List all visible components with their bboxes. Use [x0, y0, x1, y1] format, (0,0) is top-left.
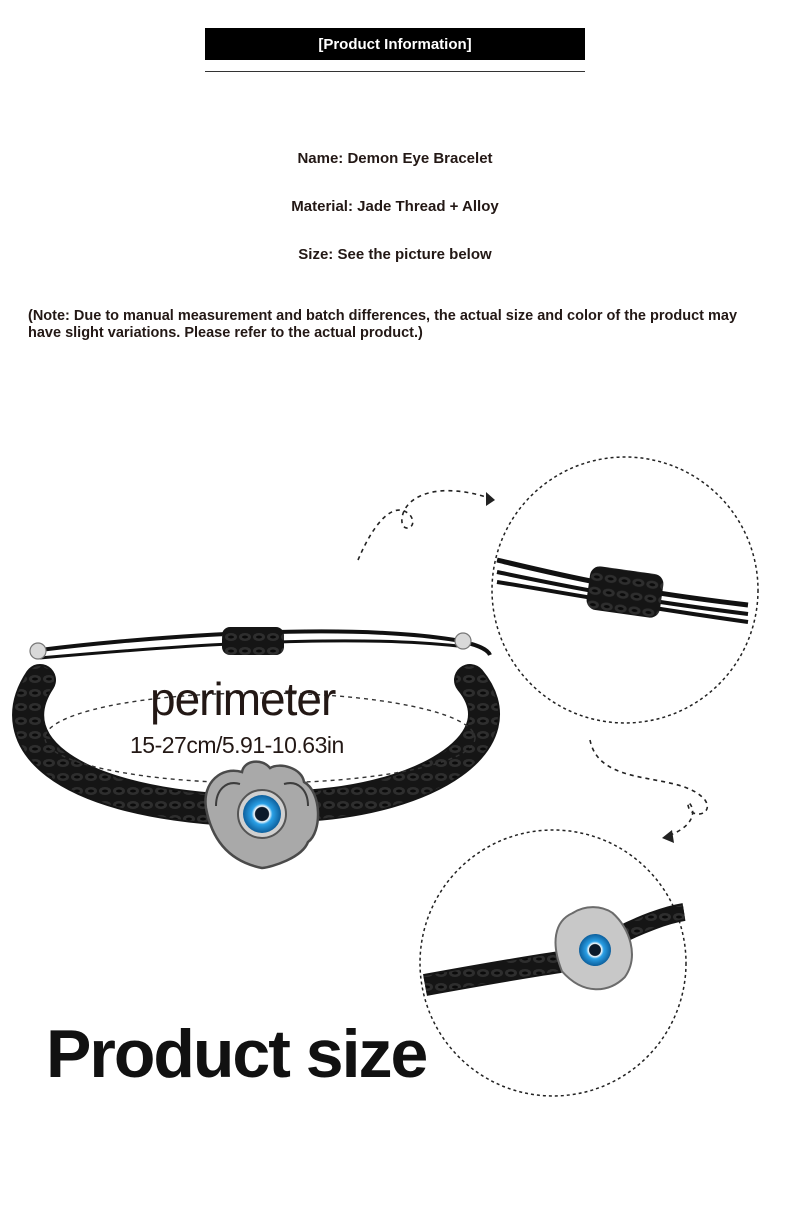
bracelet-illustration [0, 440, 790, 1100]
zoom-circle-knot [492, 457, 758, 723]
section-title: [Product Information] [318, 35, 472, 53]
product-material: Material: Jade Thread + Alloy [291, 198, 499, 215]
hamsa-charm [205, 762, 318, 868]
disclaimer-note: (Note: Due to manual measurement and batch differences, the actual size and color of the product may have slight variations. Please refer to the actual product.) [28, 308, 738, 341]
header-divider [205, 71, 585, 72]
arrow-head-bottom [662, 830, 674, 843]
zoom-circle-charm [420, 830, 686, 1096]
arrow-to-top-zoom [358, 491, 495, 560]
product-size-spec: Size: See the picture below [298, 246, 492, 263]
perimeter-label: perimeter [150, 673, 336, 725]
arrow-to-bottom-zoom [590, 740, 707, 836]
perimeter-value: 15-27cm/5.91-10.63in [130, 732, 344, 758]
product-size-heading: Product size [46, 1016, 427, 1092]
product-name: Name: Demon Eye Bracelet [297, 150, 493, 167]
section-header [205, 28, 585, 60]
arrow-head-top [486, 492, 495, 506]
